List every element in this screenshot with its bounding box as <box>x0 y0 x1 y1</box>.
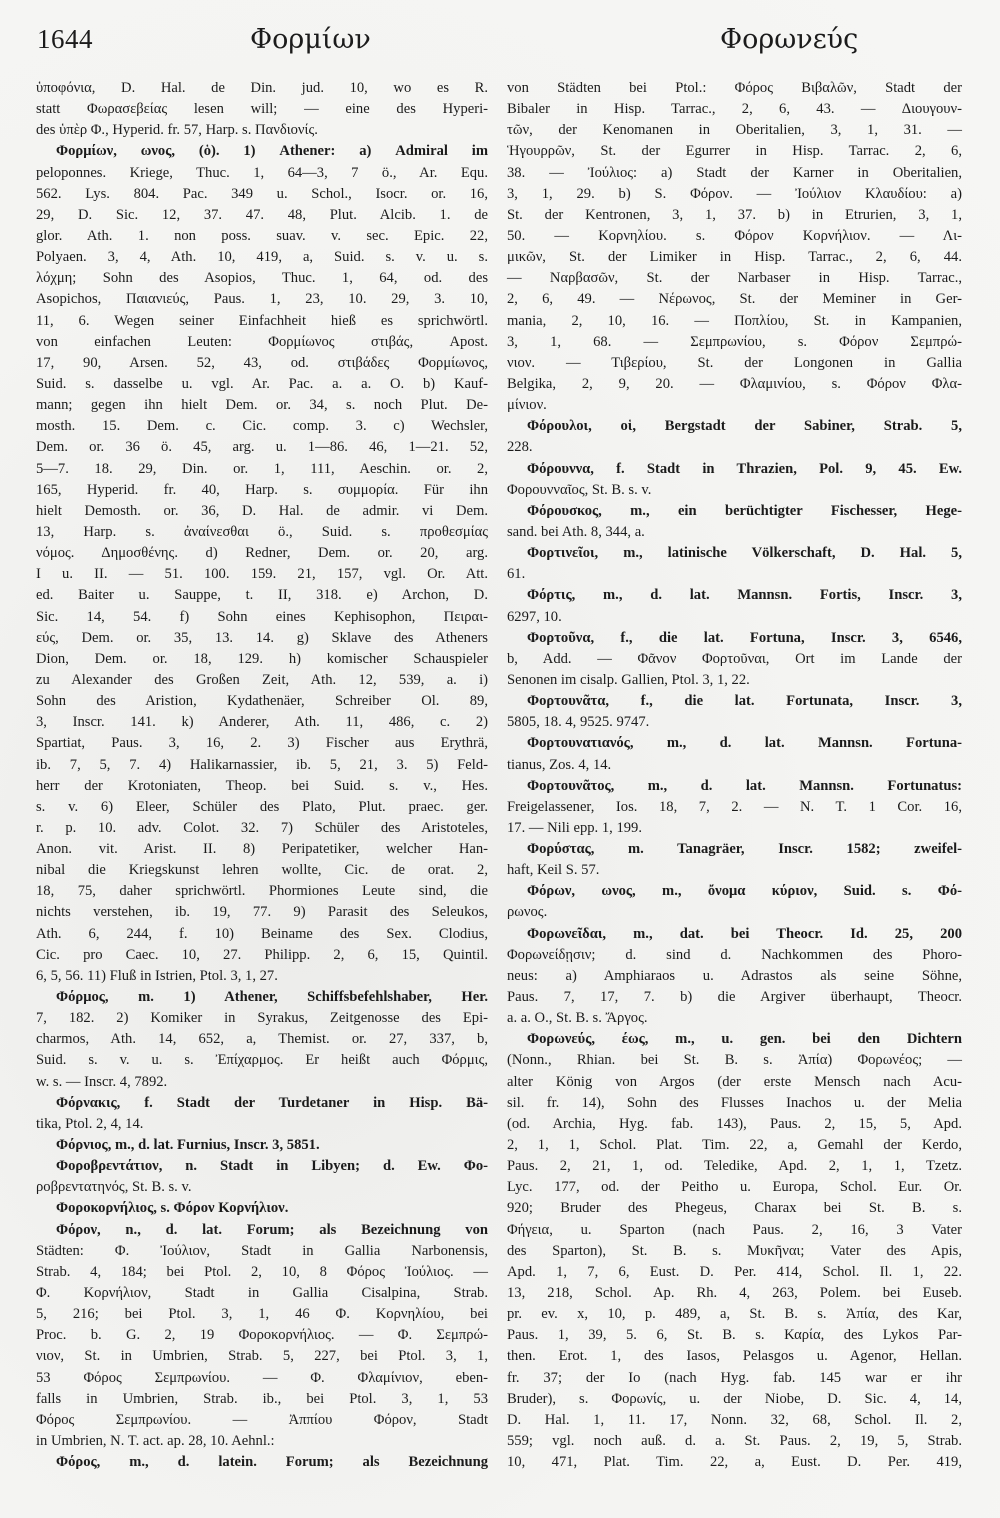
text-line: 559; vgl. noch auß. d. a. St. Paus. 2, 19, 5, Strab. <box>507 1433 962 1449</box>
text-line: von Städten bei Ptol.: Φόρος Βιβαλῶν, Stadt der <box>507 80 962 96</box>
text-line: Belgika, 2, 9, 20. — Φλαμινίου, s. Φόρον Φλα- <box>507 375 962 392</box>
entry-headword-line: Φόρμος, m. 1) Athener, Schiffsbefehlshaber, Her. <box>56 989 488 1006</box>
text-line: Sohn des Aristion, Kydathenäer, Schreiber Ol. 89, <box>36 693 488 710</box>
text-line: 18, 75, daher sprichwörtl. Phormiones Leute sind, die <box>36 883 488 900</box>
text-line: r. p. 10. adv. Colot. 32. 7) Schüler des Aristoteles, <box>36 819 488 836</box>
text-line: μίνιον. <box>507 397 547 414</box>
text-line: 5805, 18. 4, 9525. 9747. <box>507 714 650 731</box>
text-line: 228. <box>507 439 533 456</box>
text-line: 50. — Κορνηλίου. s. Φόρον Κορνήλιον. — Λι- <box>507 227 962 244</box>
entry-headword-line: Φορτουνατιανός, m., d. lat. Mannsn. Fortuna- <box>527 735 962 752</box>
text-line: Apd. 1, 7, 6, Eust. D. Per. 414, Schol. Il. 1, 22. <box>507 1263 962 1280</box>
text-line: Suid. s. dasselbe u. vgl. Ar. Pac. a. a. O. b) Kauf- <box>36 375 488 392</box>
text-line: μικῶν, St. der Limiker in Hisp. Tarrac., 2, 6, 44. <box>507 249 962 266</box>
text-line: Spartiat, Paus. 3, 16, 2. 3) Fischer aus Erythrä, <box>36 735 488 752</box>
text-line: ὑποφόνια, D. Hal. de Din. jud. 10, wo es R. <box>36 80 488 96</box>
text-line: 29, D. Sic. 12, 37. 47. 48, Plut. Alcib. 1. de <box>36 206 488 223</box>
text-line: b, Add. — Φᾶνον Φορτοῦναι, Ort im Lande der <box>507 650 962 667</box>
entry-headword-line: Φόρος, m., d. latein. Forum; als Bezeichnung <box>56 1454 488 1471</box>
text-line: Paus. 1, 39, 5. 6, St. B. s. Καρία, des Lykos Par- <box>507 1327 962 1344</box>
entry-headword-line: Φόρνιος, m., d. lat. Furnius, Inscr. 3, 5851. <box>56 1137 320 1154</box>
text-line: Bibaler in Hisp. Tarrac., 2, 6, 43. — Διουγουν- <box>507 101 962 118</box>
text-line: Polyaen. 3, 4, Ath. 10, 419, a, Suid. s. v. u. s. <box>36 249 488 266</box>
text-line: 13, Harp. s. ἀναίνεσθαι ö., Suid. s. προθεσμίας <box>36 523 488 540</box>
text-line: nichts verstehen, ib. 19, 77. 9) Parasit des Seleukos, <box>36 904 488 921</box>
entry-headword-line: Φορωνεύς, έως, m., u. gen. bei den Dichtern <box>527 1031 962 1048</box>
entry-headword-line: Φόρουσκος, m., ein berüchtigter Fischesser, Hege- <box>527 502 962 519</box>
page-header <box>37 22 970 62</box>
text-line: Dem. or. 36 ö. 45, arg. u. 1—86. 46, 1—21. 52, <box>36 439 488 456</box>
text-line: εύς, Dem. or. 35, 13. 14. g) Sklave des Atheners <box>36 629 488 646</box>
text-line: von einfachen Leuten: Φορμίωνος στιβάς, Apost. <box>36 333 488 350</box>
text-line: nibal die Kriegskunst lehren wollte, Cic. de orat. 2, <box>36 862 488 879</box>
text-line: — Ναρβασῶν, St. der Narbaser in Hisp. Tarrac., <box>507 270 962 287</box>
text-line: I u. II. — 51. 100. 159. 21, 157, vgl. Or. Att. <box>36 566 488 583</box>
text-line: Ἡγουρρῶν, St. der Egurrer in Hisp. Tarrac. 2, 6, <box>507 143 962 160</box>
text-line: 2, 1, 1, Schol. Plat. Tim. 22, a, Gemahl der Kerdo, <box>507 1137 962 1154</box>
text-line: Lyc. 177, od. der Peitho u. Europa, Schol. Eur. Or. <box>507 1179 962 1196</box>
text-line: 920; Bruder des Phegeus, Charax bei St. B. s. <box>507 1200 962 1217</box>
text-line: w. s. — Inscr. 4, 7892. <box>36 1073 168 1090</box>
text-line: 11, 6. Wegen seiner Einfachheit hieß es sprichwörtl. <box>36 312 488 329</box>
text-line: then. Erot. 1, des Iasos, Pelasgos u. Agenor, Hellan. <box>507 1348 962 1365</box>
text-line: 562. Lys. 804. Pac. 349 u. Schol., Isocr. or. 16, <box>36 185 488 202</box>
text-line: Sic. 14, 54. f) Sohn eines Kephisophon, Πειραι- <box>36 608 488 625</box>
text-line: Anon. vit. Arist. II. 8) Peripatetiker, welcher Han- <box>36 841 488 858</box>
text-line: mania, 2, 10, 16. — Ποπλίου, St. in Kampanien, <box>507 312 962 329</box>
text-line: tika, Ptol. 2, 4, 14. <box>36 1115 144 1132</box>
text-line: statt Φωρασεβείας lesen will; — eine des Hyperi- <box>36 101 488 118</box>
entry-headword-line: Φορωνεῖδαι, m., dat. bei Theocr. Id. 25, 200 <box>527 925 962 942</box>
text-line: Φ. Κορνήλιον, Stadt in Gallia Cisalpina, Strab. <box>36 1285 488 1302</box>
text-line: (Nonn., Rhian. bei St. B. s. Ἀπία) Φορωνέος; — <box>507 1052 962 1069</box>
entry-headword-line: Φορτουνᾶτα, f., die lat. Fortunata, Inscr. 3, <box>527 693 962 710</box>
entry-headword-line: Φοροβρεντάτιον, n. Stadt in Libyen; d. Ew. Φο- <box>56 1158 488 1175</box>
text-line: alter König von Argos (der erste Mensch nach Acu- <box>507 1073 962 1090</box>
entry-headword-line: Φοροκορνήλιος, s. Φόρον Κορνήλιον. <box>56 1200 289 1217</box>
text-line: in Umbrien, N. T. act. ap. 28, 10. Aehnl.: <box>36 1433 275 1449</box>
text-line: ροβρεντατηνός, St. B. s. v. <box>36 1179 192 1196</box>
text-line: 17, 90, Arsen. 52, 43, od. στιβάδες Φορμίωνος, <box>36 354 488 371</box>
text-line: s. v. 6) Eleer, Schüler des Plato, Plut. praec. ger. <box>36 798 488 815</box>
text-line: des ὑπὲρ Φ., Hyperid. fr. 57, Harp. s. Πανδιονίς. <box>36 122 318 139</box>
left-column <box>36 78 488 1473</box>
entry-headword-line: Φορτοῦνα, f., die lat. Fortuna, Inscr. 3, 6546, <box>527 629 962 646</box>
text-line: 6, 5, 56. 11) Fluß in Istrien, Ptol. 3, 1, 27. <box>36 967 278 984</box>
text-line: 3, 1, 29. b) S. Φόρον. — Ἰούλιον Κλαυδίου: a) <box>507 185 962 202</box>
text-line: hielt Demosth. or. 36, D. Hal. de admir. vi Dem. <box>36 502 488 519</box>
entry-headword-line: Φορτουνᾶτος, m., d. lat. Mannsn. Fortunatus: <box>527 777 962 794</box>
text-line: Φήγεια, u. Sparton (nach Paus. 2, 16, 3 Vater <box>507 1221 962 1238</box>
text-line: 5, 216; bei Ptol. 3, 1, 46 Φ. Κορνηλίου, bei <box>36 1306 488 1323</box>
text-line: 165, Hyperid. fr. 40, Harp. s. συμμορία. Für ihn <box>36 481 488 498</box>
right-column <box>507 78 962 1473</box>
text-line: 6297, 10. <box>507 608 562 625</box>
text-line: 53 Φόρος Σεμπρωνίου. — Φ. Φλαμίνιον, eben- <box>36 1369 488 1386</box>
entry-headword-line: Φόρνακις, f. Stadt der Turdetaner in Hisp. Bä- <box>56 1094 488 1111</box>
entry-headword-line: Φορτινεῖοι, m., latinische Völkerschaft, D. Hal. 5, <box>527 545 962 562</box>
text-line: νόμος. Δημοσθένης. d) Redner, Dem. or. 20, arg. <box>36 545 488 562</box>
text-line: glor. Ath. 1. non poss. suav. v. sec. Epic. 22, <box>36 227 488 244</box>
text-line: Paus. 7, 17, 7. b) die Argiver überhaupt, Theocr. <box>507 989 962 1006</box>
text-line: νιον, St. in Umbrien, Strab. 5, 227, bei Ptol. 3, 1, <box>36 1348 488 1365</box>
entry-headword-line: Φορύστας, m. Tanagräer, Inscr. 1582; zweifel- <box>527 841 962 858</box>
text-line: sand. bei Ath. 8, 344, a. <box>507 523 645 540</box>
text-line: 10, 471, Plat. Tim. 22, a, Eust. D. Per. 419, <box>507 1454 962 1471</box>
page-number: 1644 <box>37 24 93 54</box>
text-line: Bruder), s. Φορωνίς, u. der Niobe, D. Sic. 4, 14, <box>507 1390 962 1407</box>
text-line: zu Alexander des Großen Zeit, Ath. 12, 539, a. i) <box>36 671 488 688</box>
text-line: Freigelassener, Ios. 18, 7, 2. — N. T. 1 Cor. 16, <box>507 798 962 815</box>
text-line: Dion, Dem. or. 18, 129. h) komischer Schauspieler <box>36 650 488 667</box>
text-line: (od. Archia, Hyg. fab. 143), Paus. 2, 15, 5, Apd. <box>507 1115 962 1132</box>
running-head-left: Φορμίων <box>250 24 371 55</box>
text-line: ed. Baiter u. Sauppe, t. II, 318. e) Archon, D. <box>36 587 488 604</box>
text-line: haft, Keil S. 57. <box>507 862 600 879</box>
text-line: 3, 1, 68. — Σεμπρωνίου, s. Φόρον Σεμπρώ- <box>507 333 962 350</box>
entry-headword-line: Φόρον, n., d. lat. Forum; als Bezeichnung von <box>56 1221 488 1238</box>
text-line: mosth. 15. Dem. c. Cic. comp. 3. c) Wechsler, <box>36 418 488 435</box>
text-line: Städten: Φ. Ἰούλιον, Stadt in Gallia Narbonensis, <box>36 1242 488 1259</box>
text-line: 38. — Ἰούλιος: a) Stadt der Karner in Oberitalien, <box>507 164 962 181</box>
text-line: Φορωνείδῃσιν; d. sind d. Nachkommen des Phoro- <box>507 946 962 963</box>
text-line: Proc. b. G. 2, 19 Φοροκορνήλιος. — Φ. Σεμπρώ- <box>36 1327 488 1344</box>
text-line: des Sparton), St. B. s. Μυκῆναι; Vater des Apis, <box>507 1242 962 1259</box>
entry-headword-line: Φόρουλοι, οἱ, Bergstadt der Sabiner, Strab. 5, <box>527 418 962 435</box>
entry-headword-line: Φόρων, ωνος, m., ὄνομα κύριον, Suid. s. Φό- <box>527 883 962 900</box>
text-line: ib. 7, 5, 7. 4) Halikarnassier, ib. 5, 21, 3. 5) Feld- <box>36 756 488 773</box>
text-line: 13, 218, Schol. Ap. Rh. 4, 263, Polem. bei Euseb. <box>507 1285 962 1302</box>
text-line: charmos, Ath. 14, 652, a, Themist. or. 27, 337, b, <box>36 1031 488 1048</box>
running-head-right: Φορωνεύς <box>720 24 859 55</box>
text-line: Φόρος Σεμπρωνίου. — Ἀππίου Φόρον, Stadt <box>36 1411 488 1428</box>
text-line: peloponnes. Kriege, Thuc. 1, 64—3, 7 ö., Ar. Equ. <box>36 164 488 181</box>
entry-headword-line: Φορμίων, ωνος, (ὁ). 1) Athener: a) Admiral im <box>56 143 488 160</box>
text-line: sil. fr. 14), Sohn des Flusses Inachos u. der Melia <box>507 1094 962 1111</box>
text-line: 7, 182. 2) Komiker in Syrakus, Zeitgenosse des Epi- <box>36 1010 488 1027</box>
text-line: νιον. — Τιβερίου, St. der Longonen in Gallia <box>507 354 962 371</box>
text-line: Paus. 2, 21, 1, od. Teledike, Apd. 2, 1, 1, Tzetz. <box>507 1158 962 1175</box>
text-line: ρωνος. <box>507 904 548 921</box>
text-line: Φορουνναῖος, St. B. s. v. <box>507 481 652 498</box>
text-line: 2, 6, 49. — Νέρωνος, St. der Meminer in Ger- <box>507 291 962 308</box>
text-line: 5—7. 18. 29, Din. or. 1, 111, Aeschin. or. 2, <box>36 460 488 477</box>
text-line: tianus, Zos. 4, 14. <box>507 756 612 773</box>
text-line: falls in Umbrien, Strab. ib., bei Ptol. 3, 1, 53 <box>36 1390 488 1407</box>
entry-headword-line: Φόρουννα, f. Stadt in Thrazien, Pol. 9, 45. Ew. <box>527 460 962 477</box>
entry-headword-line: Φόρτις, m., d. lat. Mannsn. Fortis, Inscr. 3, <box>527 587 962 604</box>
text-line: D. Hal. 1, 11. 17, Nonn. 32, 68, Schol. Il. 2, <box>507 1411 962 1428</box>
text-line: Cic. pro Caec. 10, 27. Philipp. 2, 6, 15, Quintil. <box>36 946 488 963</box>
text-line: herr der Krotoniaten, Theop. bei Suid. s. v., Hes. <box>36 777 488 794</box>
text-line: pr. ev. x, 10, p. 489, a, St. B. s. Ἀπία, des Kar, <box>507 1306 962 1323</box>
text-line: Strab. 4, 184; bei Ptol. 2, 10, 8 Φόρος Ἰούλιος. — <box>36 1263 488 1280</box>
text-line: Suid. s. v. u. s. Ἐπίχαρμος. Er heißt auch Φόρμις, <box>36 1052 488 1069</box>
text-line: a. a. O., St. B. s. Ἄργος. <box>507 1010 648 1027</box>
text-line: τῶν, der Kenomanen in Oberitalien, 3, 1, 31. — <box>507 122 962 139</box>
text-line: neus: a) Amphiaraos u. Adrastos als seine Söhne, <box>507 967 962 984</box>
text-line: St. der Kentronen, 3, 1, 37. b) in Etrurien, 3, 1, <box>507 206 962 223</box>
text-line: λόχμη; Sohn des Asopios, Thuc. 1, 64, od. des <box>36 270 488 287</box>
text-line: 61. <box>507 566 526 583</box>
text-line: Ath. 6, 244, f. 10) Beiname des Sex. Clodius, <box>36 925 488 942</box>
text-line: Asopichos, Παιανιεύς, Paus. 1, 23, 10. 29, 3. 10, <box>36 291 488 308</box>
text-line: 17. — Nili epp. 1, 199. <box>507 819 642 836</box>
text-line: fr. 37; der Io (nach Hyg. fab. 145 war er ihr <box>507 1369 962 1386</box>
text-line: 3, Inscr. 141. k) Anderer, Ath. 11, 486, c. 2) <box>36 714 488 731</box>
text-line: Senonen im cisalp. Gallien, Ptol. 3, 1, 22. <box>507 671 750 688</box>
text-line: mann; gegen ihn hielt Dem. or. 34, s. noch Plut. De- <box>36 397 488 414</box>
